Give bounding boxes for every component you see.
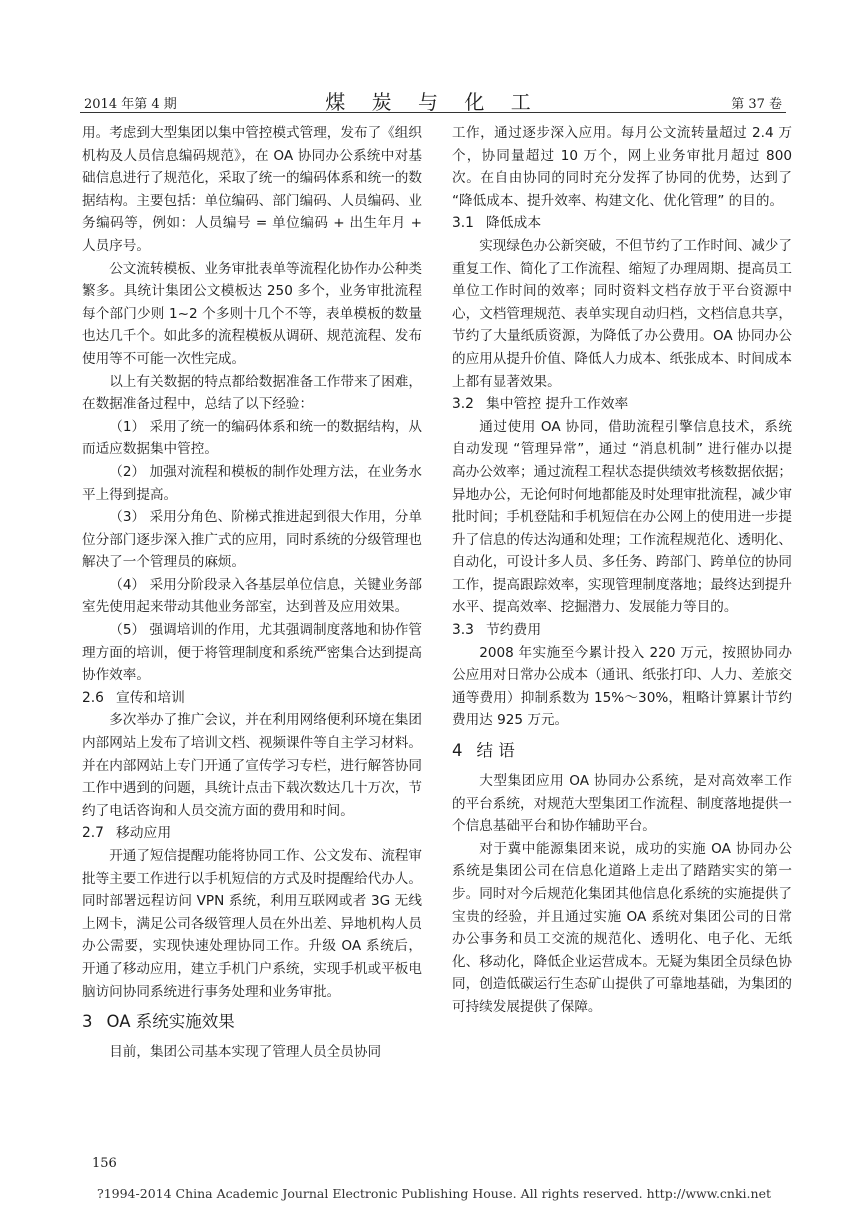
right-column <box>452 122 792 1019</box>
paragraph: 目前，集团公司基本实现了管理人员全员协同 <box>109 1044 382 1061</box>
heading-number: 3.1 <box>452 215 474 232</box>
paragraph: 用。考虑到大型集团以集中管控模式管理，发布了《组织机构及人员信息编码规范》，在 OA 协同办公系统中对基础信息进行了规范化，采取了统一的编码体系和统一的数据结构。主要包括：单位编码、部门编码、人员编码、业务编码等，例如：人员编号 = 单位编码 + 出生年月 + 人员序号。 <box>82 125 422 254</box>
paragraph: 多次举办了推广会议，并在利用网络便利环境在集团内部网站上发布了培训文档、视频课件等自主学习材料。并在内部网站上专门开通了宣传学习专栏，进行解答协同工作中遇到的问题，具统计点击下载次数达几十万次，节约了电话咨询和人员交流方面的费用和时间。 <box>82 712 422 819</box>
heading-number: 3.2 <box>452 396 474 413</box>
section-heading <box>82 1011 422 1033</box>
paragraph: 以上有关数据的特点都给数据准备工作带来了困难，在数据准备过程中，总结了以下经验： <box>82 373 422 413</box>
issue-label: 2014 年第 4 期 <box>84 97 177 112</box>
heading-number: 2.7 <box>82 825 104 842</box>
heading-text: 节约费用 <box>485 622 542 639</box>
paragraph: （5） 强调培训的作用，尤其强调制度落地和协作管理方面的培训，便于将管理制度和系统严密集合达到提高协作效率。 <box>82 622 422 684</box>
subsection-heading <box>452 212 792 235</box>
heading-text: 宣传和培训 <box>115 689 185 706</box>
paragraph: （2） 加强对流程和模板的制作处理方法，在业务水平上得到提高。 <box>82 463 422 503</box>
paragraph: （1） 采用了统一的编码体系和统一的数据结构，从而适应数据集中管控。 <box>82 418 422 458</box>
paragraph: 2008 年实施至今累计投入 220 万元，按照协同办公应用对日常办公成本（通讯、纸张打印、人力、差旅交通等费用）抑制系数为 15%～30%，粗略计算累计节约费用达 925 万元。 <box>452 644 792 729</box>
paragraph: （4） 采用分阶段录入各基层单位信息，关键业务部室先使用起来带动其他业务部室，达到普及应用效果。 <box>82 576 422 616</box>
paragraph: 通过使用 OA 协同，借助流程引擎信息技术，系统自动发现 “管理异常”，通过 “消息机制” 进行催办以提高办公效率；通过流程工程状态提供绩效考核数据依据；异地办公，无论何时何地都能及时处理审批流程，减少审批时间；手机登陆和手机短信在办公网上的使用进一步提升了信息的传达沟通和处理；工作流程规范化、透明化、自动化，可设计多人员、多任务、跨部门、跨单位的协同工作，提高跟踪效率，实现管理制度落地；最终达到提升水平、提高效率、挖掘潜力、发展能力等目的。 <box>452 418 792 616</box>
running-header <box>80 80 786 113</box>
paragraph: 公文流转模板、业务审批表单等流程化协作办公种类繁多。具统计集团公文模板达 250 多个，业务审批流程每个部门少则 1~2 个多则十几个不等，表单模板的数量也达几千个。如此多的流程模板从调研、规范流程、发布使用等不可能一次性完成。 <box>82 260 422 367</box>
subsection-heading <box>82 687 422 710</box>
heading-text: 移动应用 <box>115 825 172 842</box>
heading-number: 2.6 <box>82 689 104 706</box>
heading-number: 3 <box>82 1012 93 1032</box>
section-heading <box>452 740 792 762</box>
subsection-heading <box>82 822 422 845</box>
left-column <box>82 122 422 1064</box>
copyright-footer: ?1994-2014 China Academic Journal Electronic Publishing House. All rights reserved. http://www.cnki.net <box>97 1186 771 1201</box>
paragraph: 大型集团应用 OA 协同办公系统，是对高效率工作的平台系统，对规范大型集团工作流程、制度落地提供一个信息基础平台和协作辅助平台。 <box>452 773 792 835</box>
heading-text: 降低成本 <box>485 215 542 232</box>
page-number: 156 <box>92 1156 117 1171</box>
heading-number: 4 <box>452 741 463 761</box>
paragraph: 工作，通过逐步深入应用。每月公文流转量超过 2.4 万个，协同量超过 10 万个，网上业务审批月超过 800 次。在自由协同的同时充分发挥了协同的优势，达到了 “降低成本、提升效率、构建文化、优化管理” 的目的。 <box>452 125 792 209</box>
journal-title: 煤 炭 与 化 工 <box>325 90 541 114</box>
paragraph: 开通了短信提醒功能将协同工作、公文发布、流程审批等主要工作进行以手机短信的方式及时提醒给代办人。同时部署远程访问 VPN 系统，利用互联网或者 3G 无线上网卡，满足公司各级管理人员在外出差、异地机构人员办公需要，实现快速处理协同工作。升级 OA 系统后，开通了移动应用，建立手机门户系统，实现手机或平板电脑访问协同系统进行事务处理和业务审批。 <box>82 848 422 1000</box>
heading-text: OA 系统实施效果 <box>106 1012 235 1032</box>
heading-text: 结 语 <box>476 741 515 761</box>
volume-label: 第 37 卷 <box>731 97 782 112</box>
heading-number: 3.3 <box>452 622 474 639</box>
subsection-heading <box>452 619 792 642</box>
paragraph: （3） 采用分角色、阶梯式推进起到很大作用，分单位分部门逐步深入推广式的应用，同时系统的分级管理也解决了一个管理员的麻烦。 <box>82 509 422 571</box>
paragraph: 实现绿色办公新突破，不但节约了工作时间、减少了重复工作、简化了工作流程、缩短了办理周期、提高员工单位工作时间的效率；同时资料文档存放于平台资源中心，文档管理规范、表单实现自动归档，文档信息共享，节约了大量纸质资源，为降低了办公费用。OA 协同办公的应用从提升价值、降低人力成本、纸张成本、时间成本上都有显著效果。 <box>452 237 792 390</box>
paragraph: 对于冀中能源集团来说，成功的实施 OA 协同办公系统是集团公司在信息化道路上走出了踏踏实实的第一步。同时对今后规范化集团其他信息化系统的实施提供了宝贵的经验，并且通过实施 OA 系统对集团公司的日常办公事务和员工交流的规范化、透明化、电子化、无纸化、移动化，降低企业运营成本。无疑为集团全员绿色协同，创造低碳运行生态矿山提供了可靠地基础，为集团的可持续发展提供了保障。 <box>452 840 792 1015</box>
subsection-heading <box>452 393 792 416</box>
heading-text: 集中管控 提升工作效率 <box>485 396 629 413</box>
